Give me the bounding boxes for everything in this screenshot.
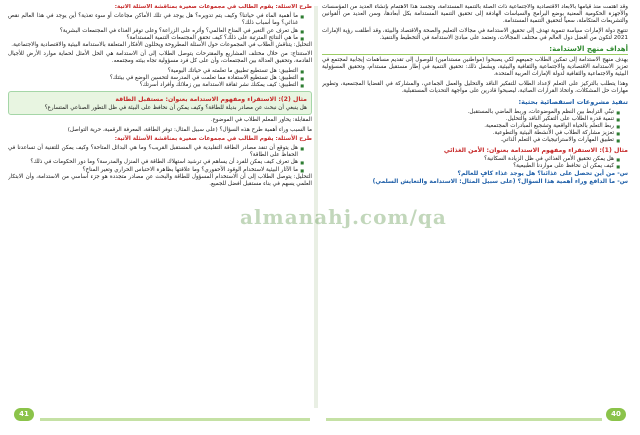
list-item: ■ ما الآثار البيئية لاستخدام الوقود الأحفوري؟ وما علاقتها بظاهرة الاحتباس الحراري وتغير المناخ؟ [8,167,304,174]
list-item: ■ كيف يمكن أن نحافظ على مواردنا الطبيعية؟ [322,163,620,170]
list-item: ■ التطبيق: هل تستطيع الاستفادة مما تعلمت في المدرسة لتحسين الوضع في بيئتك؟ [8,75,304,82]
left-bullets-1 [8,13,312,42]
question-1: س- من أين تحصل على غذائنا؟ هل يوجد غذاء كافٍ للعالم؟ [457,169,628,177]
list-item: ■ التطبيق: كيف يمكنك نشر ثقافة الاستدامة بين زملائك وأفراد أسرتك؟ [8,82,304,89]
goals-text: يهدف منهج الاستدامة إلى تمكين الطلاب جميعهم لكي يصبحوا (مواطنين مستدامين) للوصول إلى تقديم مساهمات إيجابية لمجتمع في تعزيز الاستدامة الاقتصادية والاجتماعية والثقافية والبيئية، ويشمل ذلك: تحقيق التنمية في إطار مستقبل مستدام، وتحقيق المسؤولية البيئية والاجتماعية والثقافية لدولة الإمارات العربية المتحدة. [322,57,628,78]
page-number-left: 41 [14,408,34,421]
list-item: ■ تعزيز مشاركة الطلاب في الأنشطة البيئية والتطوعية. [322,130,620,137]
footer-bar-left [40,418,310,421]
list-item: ■ التطبيق: هل تستطيع تطبيق ما تعلمته في حياتك اليومية؟ [8,68,304,75]
left-top-item-2: طرح الأسئلة: يقوم الطالب في مجموعات صغيرة بمناقشة الأسئلة الآتية: [114,135,312,142]
left-mokabala: المقابلة: يحاور المعلم الطلاب في الموضوع. [210,117,312,124]
list-item: ■ تطبيق المهارات والاستراتيجيات في التعلم الذاتي. [322,137,620,144]
list-item: ■ هل تعرف عن التغير في المناخ العالمي؟ وأثره على الزراعة؟ وعلى توفر الغذاء في المجتمعات البشرية؟ [8,28,304,35]
watermark: almanahj.com/qa [240,205,447,229]
left-istintaj: الاستنتاج: من خلال مختلف المشاريع والمقترحات يتوصل الطلاب إلى أن الاستدامة هي الحل الأمثل لحماية موارد الأرض للأجيال القادمة، وتحقيق العدالة بين المجتمعات، وأن على كل فرد مسؤولية تجاه بيئته ومجتمعه. [8,51,312,65]
list-item: ■ ما هي النتائج المترتبة على ذلك؟ كيف تحقق المجتمعات التنمية المستدامة؟ [8,35,304,42]
left-tahlil: التحليل: يتناقش الطلاب في المجموعات حول الأسئلة المطروحة ويحللون الأفكار المتعلقة بالاستدامة البيئية والاقتصادية والاجتماعية. [11,42,312,49]
left-bullets-3 [8,145,312,174]
right-intro: وقد اهتمت منذ قيامها بالأبعاد الاقتصادية والاجتماعية ذات الصلة بالتنمية المستدامة، وتجسد هذا الاهتمام بإنشاء العديد من المؤسسات والأجهزة الحكومية المعنية بوضع البرامج والسياسات الهادفة إلى تحقيق التنمية المستدامة بكل أبعادها، وسن العديد من القوانين والتشريعات المتكاملة، سعياً لتحقيق التنمية المستدامة. [322,4,628,25]
projects-bullets [322,109,628,145]
goals-heading: أهداف منهج الاستدامة: [322,45,628,55]
list-item: ■ ربط التعلم بالحياة الواقعية وتشجيع المبادرات المجتمعية. [322,123,620,130]
right-intro-2: تنتهج دولة الإمارات سياسة تنموية تهدف إلى تحقيق الاستدامة في مجالات التعليم والصحة والاقتصاد والبيئة، وقد أطلقت رؤية الإمارات 2021 لتكون من أفضل دول العالم في مختلف المجالات، وتعتمد على مبادئ الاستدامة في التخطيط والتنفيذ. [322,27,628,41]
footer-bar-right [326,418,602,421]
page-number-right: 40 [606,408,626,421]
list-item: ■ ما أهمية الماء في حياتنا؟ وكيف يتم تدويره؟ هل يوجد في تلك الأماكن مجاعات أو سوء تغذية؟ أين يوجد في هذا العالم نقص غذائي؟ وما أسباب ذلك؟ [8,13,304,27]
example-2-title: مثال (2): الاستقراء ومفهوم الاستدامة بعنوان: مستقبل الطاقة [115,96,307,104]
left-bullets-2 [8,68,312,90]
question-2: س- ما الدافع وراء أهمية هذا السؤال؟ (على سبيل المثال: الاستدامة والتعايش السلمي) [372,177,628,185]
list-item: ■ هل يمكن تحقيق الأمن الغذائي في ظل الزيادة السكانية؟ [322,156,620,163]
example-2-text: هل ينبغي أن نبحث عن مصادر بديلة للطاقة؟ وكيف يمكن أن نحافظ على البيئة في ظل التطور الصناعي المتسارع؟ [44,105,307,112]
list-item: ■ هل تعرف كيف يمكن للفرد أن يساهم في ترشيد استهلاك الطاقة في المنزل والمدرسة؟ وما دور الحكومات في ذلك؟ [8,159,304,166]
example-1-title: مثال (1): الاستقراء ومفهوم الاستدامة بعنوان: الأمن الغذائي [443,146,628,154]
projects-heading: تنفيذ مشروعات استقصائية بحثية: [518,98,628,107]
list-item: ■ هل يتوقع أن تنفد مصادر الطاقة التقليدية في المستقبل القريب؟ وما هي البدائل المتاحة؟ وكيف يمكن للتقنية أن تساعدنا في الحفاظ على الطاقة؟ [8,145,304,159]
example-1-bullets [322,156,628,170]
list-item: ■ تبنّي الترابط بين النظم والموضوعات، وربط الماضي بالمستقبل. [322,109,620,116]
left-wasf: ما السبب وراء أهمية طرح هذه السؤال؟ (على سبيل المثال: توفر الطاقة، المعرفة الرقمية، حرية التواصل) [67,126,312,133]
goals-text-2: وهذا يتطلب بالتركيز على التعلم لإعداد الطلاب للتفكير الناقد والتحليل والعمل الجماعي، والمشاركة في القضايا المجتمعية، وتطوير مهارات حل المشكلات، واتخاذ القرارات الصائبة، ليصبحوا قادرين على مواجهة التحديات المستقبلية. [322,80,628,94]
left-top-item: طرح الأسئلة: يقوم الطالب في مجموعات صغيرة بمناقشة الأسئلة الآتية: [114,4,312,10]
example-2-box [8,91,312,115]
list-item: ■ تنمية قدرة الطلاب على التفكير الناقد والتحليل. [322,116,620,123]
left-final: التحليل: يتوصل الطلاب إلى أن الاستخدام المسؤول للطاقة والبحث عن مصادر متجددة هو جزء أساسي من الاستدامة، وأن الابتكار العلمي يسهم في بناء مستقبل أفضل للجميع. [8,173,312,188]
